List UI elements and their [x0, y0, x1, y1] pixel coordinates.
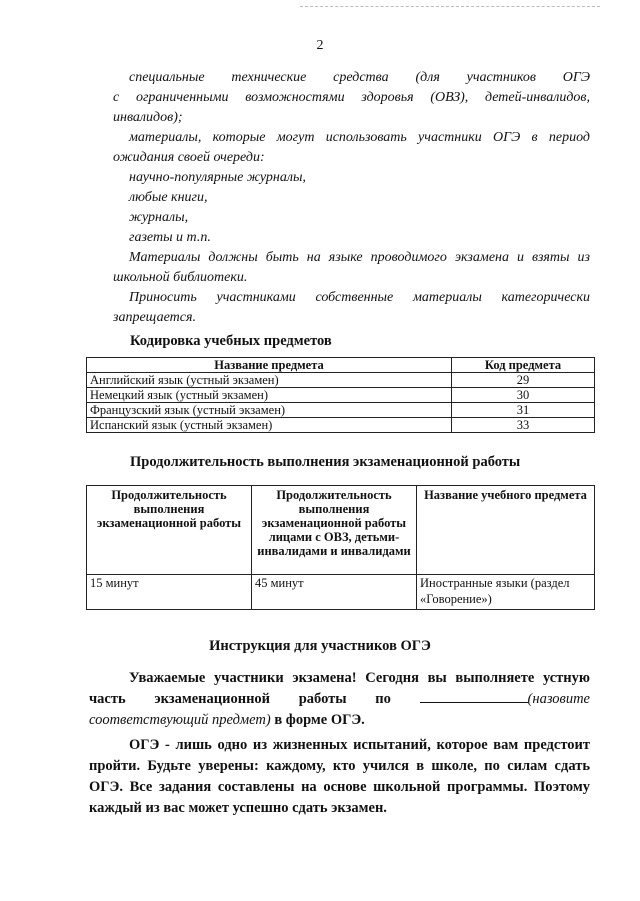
instruction-hint: соответствующий предмет)	[89, 712, 271, 728]
instruction-title: Инструкция для участников ОГЭ	[209, 638, 431, 654]
table-row	[87, 418, 595, 433]
instruction-line: Уважаемые участники экзамена! Сегодня вы выполняете устную	[129, 670, 590, 686]
table-header-row	[87, 486, 595, 575]
instruction-line: ОГЭ - лишь одно из жизненных испытаний, которое вам предстоит	[129, 737, 590, 753]
instruction-fragment: в форме ОГЭ.	[270, 712, 365, 728]
instruction-line: ОГЭ. Все задания составлены на основе школьной программы. Поэтому	[89, 779, 590, 795]
materials-line: журналы,	[129, 210, 189, 225]
materials-list	[113, 68, 590, 328]
materials-line: любые книги,	[129, 190, 208, 205]
table-cell: 45 минут	[252, 575, 417, 610]
coding-title: Кодировка учебных предметов	[130, 333, 332, 349]
materials-line: материалы, которые могут использовать участники ОГЭ в период	[129, 130, 590, 145]
table-header: Код предмета	[452, 358, 595, 373]
scan-edge-line	[300, 6, 600, 7]
instruction-hint: (назовите	[527, 691, 590, 707]
table-row	[87, 388, 595, 403]
table-cell: 15 минут	[87, 575, 252, 610]
duration-table	[86, 485, 595, 610]
subject-blank	[420, 690, 528, 703]
instruction-line	[89, 710, 590, 731]
table-cell: Английский язык (устный экзамен)	[87, 373, 452, 388]
instruction-text	[89, 668, 590, 819]
table-header: Продолжительность выполнения экзаменационной работы	[87, 486, 252, 575]
table-row	[87, 403, 595, 418]
materials-line: Материалы должны быть на языке проводимого экзамена и взяты из	[129, 250, 590, 265]
materials-line: специальные технические средства (для участников ОГЭ	[129, 70, 590, 85]
coding-table	[86, 357, 595, 433]
page-number: 2	[316, 38, 324, 53]
table-cell: 30	[452, 388, 595, 403]
table-cell: 33	[452, 418, 595, 433]
table-cell: 31	[452, 403, 595, 418]
table-row	[87, 373, 595, 388]
table-cell: Испанский язык (устный экзамен)	[87, 418, 452, 433]
table-header: Название учебного предмета	[417, 486, 595, 575]
table-header: Продолжительность выполнения экзаменационной работы лицами с ОВЗ, детьми-инвалидами и инвалидами	[252, 486, 417, 575]
instruction-line: каждый из вас может успешно сдать экзамен.	[89, 800, 387, 816]
table-header-row	[87, 358, 595, 373]
table-cell: Иностранные языки (раздел «Говорение»)	[417, 575, 595, 610]
materials-line: школьной библиотеки.	[113, 270, 248, 285]
materials-line: инвалидов);	[113, 110, 183, 125]
table-cell: Французский язык (устный экзамен)	[87, 403, 452, 418]
table-row	[87, 575, 595, 610]
instruction-line: пройти. Будьте уверены: каждому, кто учился в школе, по силам сдать	[89, 758, 590, 774]
materials-line: научно-популярные журналы,	[129, 170, 306, 185]
duration-title: Продолжительность выполнения экзаменационной работы	[130, 454, 521, 470]
materials-line: запрещается.	[113, 310, 196, 325]
materials-line: с ограниченными возможностями здоровья (ОВЗ), детей-инвалидов,	[113, 90, 590, 105]
materials-line: газеты и т.п.	[129, 230, 211, 245]
materials-line: Приносить участниками собственные материалы категорически	[129, 290, 590, 305]
instruction-line	[89, 689, 590, 710]
instruction-fragment: часть экзаменационной работы по	[89, 691, 391, 707]
materials-line: ожидания своей очереди:	[113, 150, 265, 165]
table-cell: Немецкий язык (устный экзамен)	[87, 388, 452, 403]
table-header: Название предмета	[87, 358, 452, 373]
table-cell: 29	[452, 373, 595, 388]
